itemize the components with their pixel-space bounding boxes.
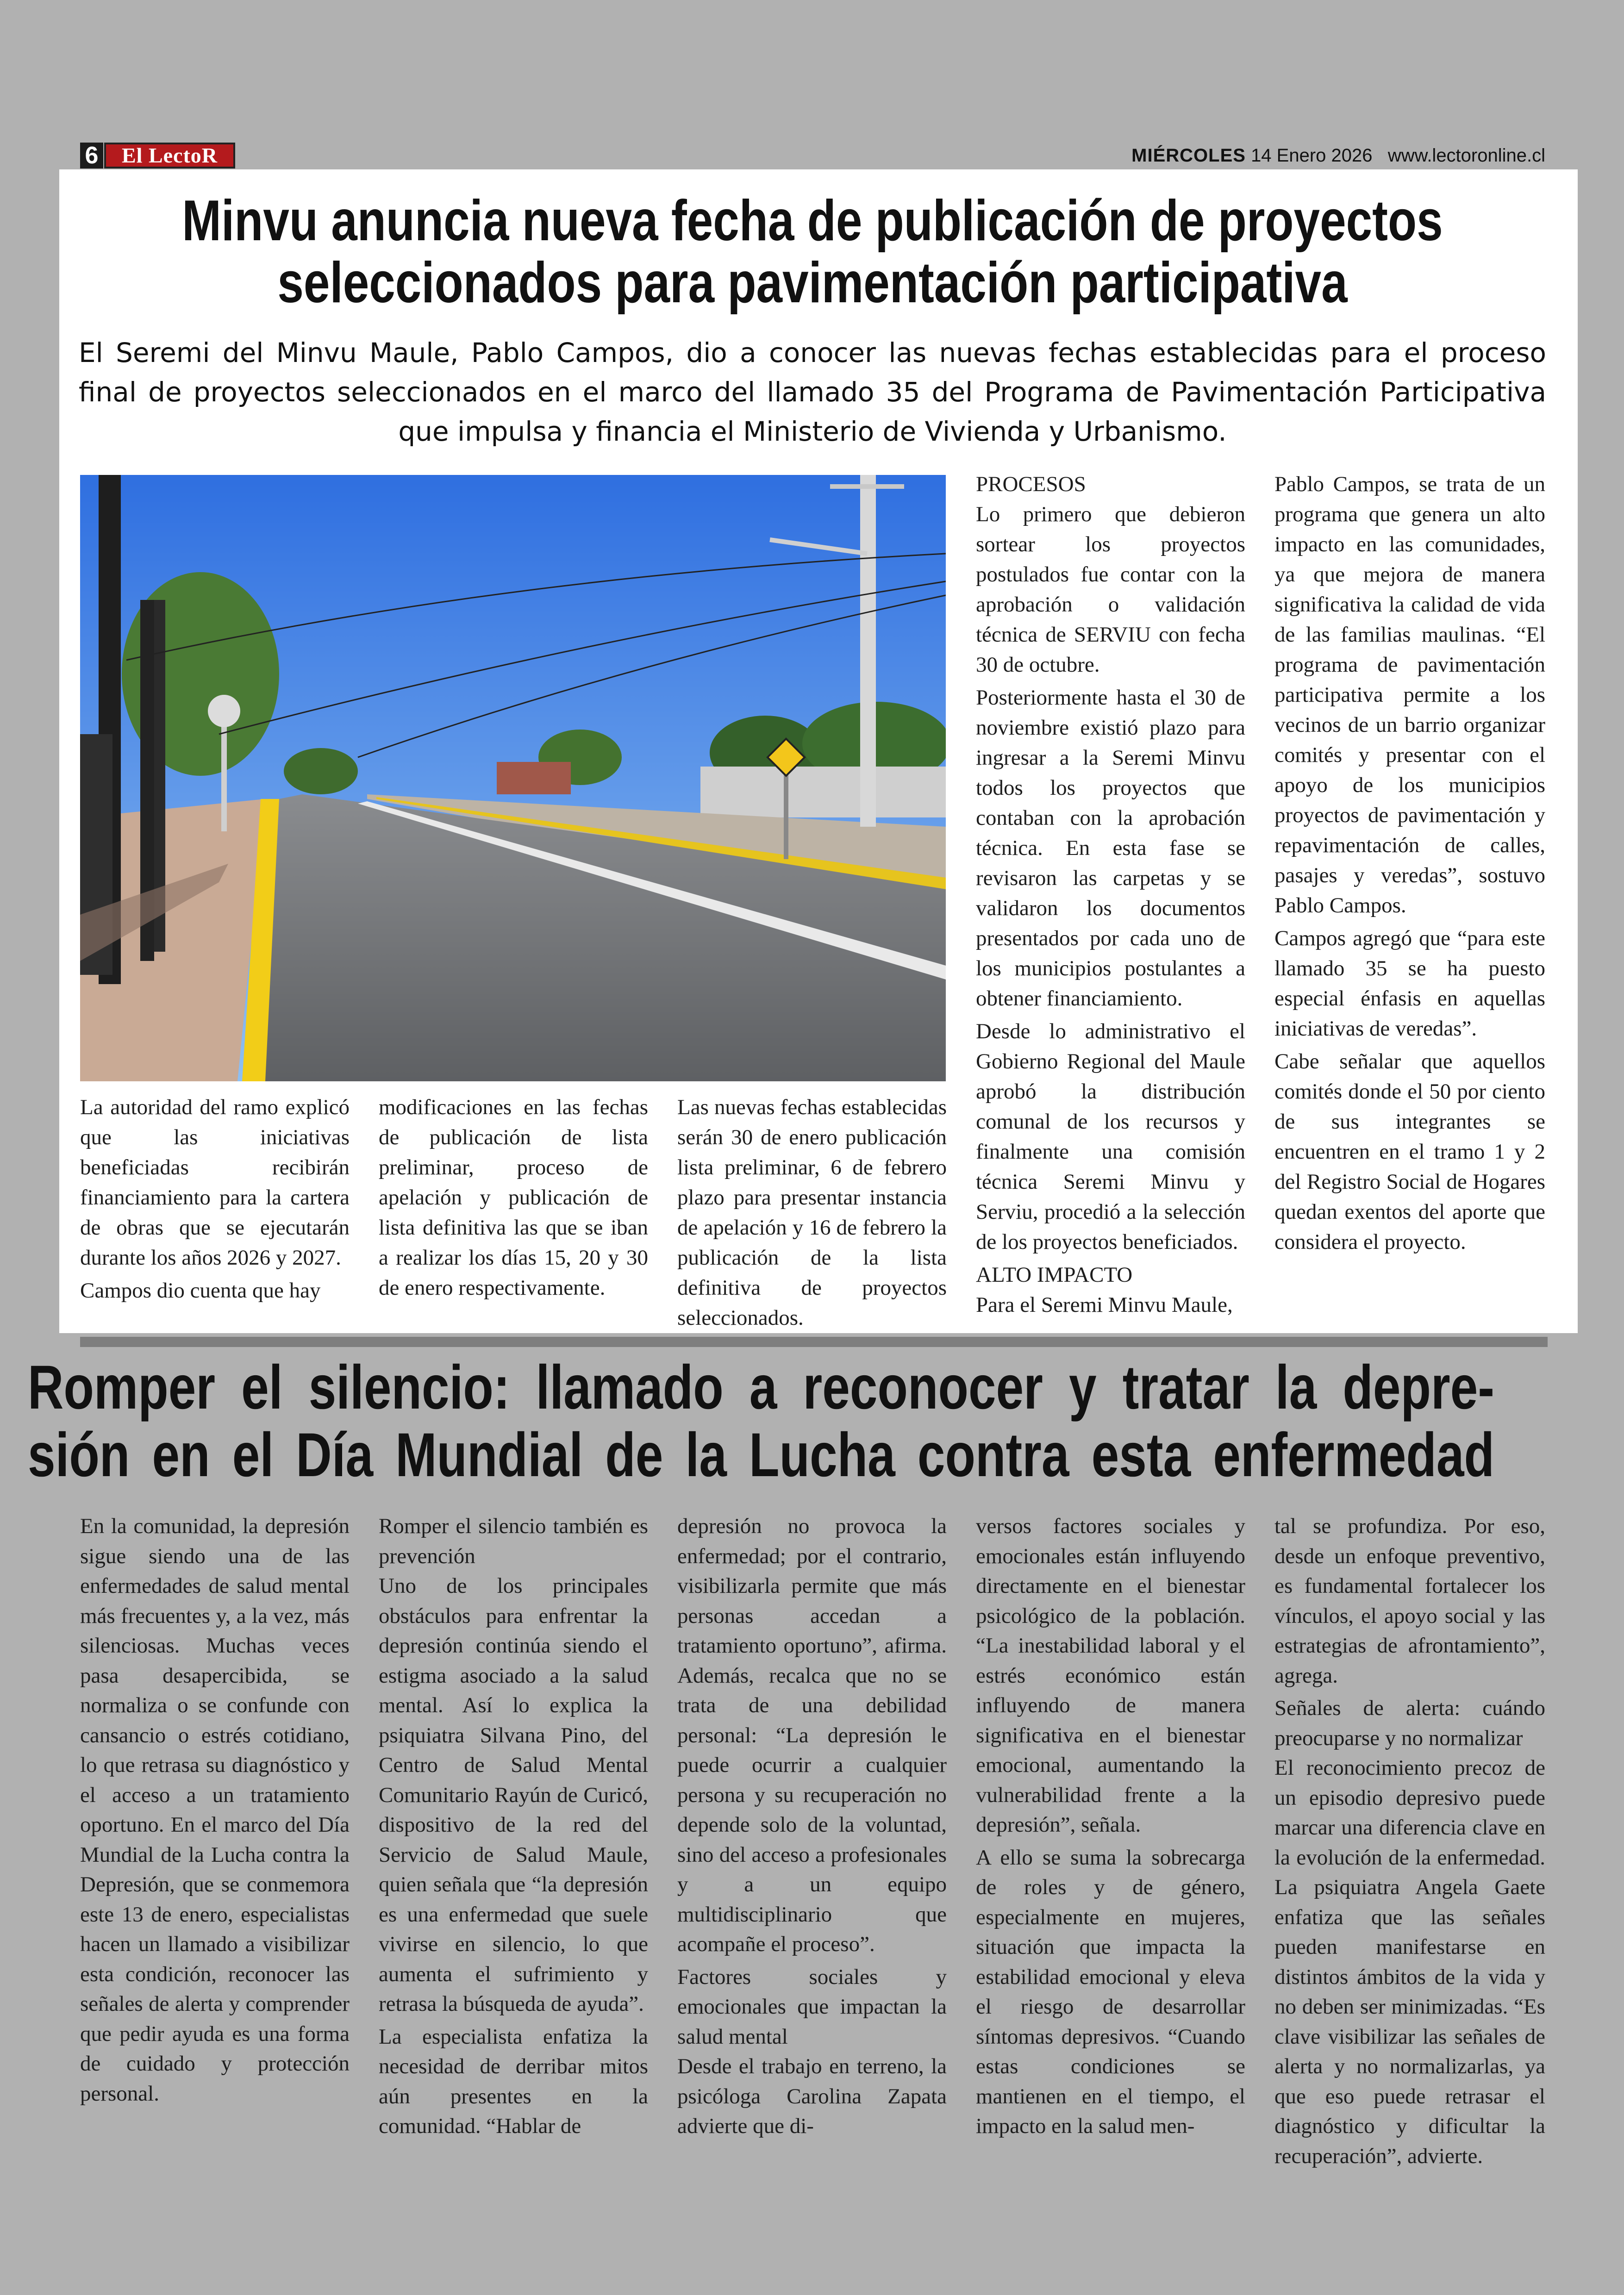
paragraph: Desde lo administrativo el Gobierno Regional del Maule aprobó la distribución comunal de los recursos y finalmente una comisión técnica Seremi Minvu y Serviu, procedió a la selección de los proyectos beneficiados. — [976, 1019, 1245, 1254]
article-2-column-3 — [677, 1511, 947, 2144]
issue-date: 14 Enero 2026 — [1251, 145, 1373, 166]
paragraph: Las nuevas fechas establecidas serán 30 de enero publicación lista preliminar, 6 de febrero plazo para presentar instancia de apelación y 16 de febrero la publicación de la lista definitiva de proyectos seleccionados. — [677, 1095, 947, 1330]
article-2-column-2 — [379, 1511, 648, 2144]
article-1-column-3 — [677, 1092, 947, 1336]
article-2-column-1 — [80, 1511, 350, 2111]
article-2-column-4 — [976, 1511, 1245, 2144]
paragraph: Cabe señalar que aquellos comités donde el 50 por ciento de sus integrantes se encuentren en el tramo 1 y 2 del Registro Social de Hogares quedan exentos del aporte que considera el proyecto. — [1274, 1049, 1545, 1254]
paragraph: Posteriormente hasta el 30 de noviembre existió plazo para ingresar a la Seremi Minvu todos los proyectos que contaban con la aprobación técnica. En esta fase se revisaron las carpetas y se validaron los documentos presentados por cada uno de los municipios postulantes a obtener financiamiento. — [976, 686, 1245, 1010]
page-number: 6 — [80, 143, 103, 168]
weekday: MIÉRCOLES — [1131, 145, 1246, 166]
paragraph: El reconocimiento precoz de un episodio depresivo puede marcar una diferencia clave en la evolución de la enfermedad. La psiquiatra Angela Gaete enfatiza que las señales pueden manifestarse en distintos ámbitos de la vida y no deben ser minimizadas. “Es clave visibilizar las señales de alerta y no normalizarlas, ya que eso puede retrasar el diagnóstico y dificultar la recuperación”, advierte. — [1274, 1756, 1545, 2168]
section-subhead-procesos: PROCESOS — [976, 472, 1086, 496]
article-2-headline — [28, 1353, 1494, 1490]
section-subhead-alto-impacto: ALTO IMPACTO — [976, 1263, 1133, 1287]
paragraph: En la comunidad, la depresión sigue siendo una de las enfermedades de salud mental más frecuentes y, a la vez, más silenciosas. Muchas veces pasa desapercibida, se normaliza o se confunde con cansancio o estrés cotidiano, lo que retrasa su diagnóstico y el acceso a un tratamiento oportuno. En el marco del Día Mundial de la Lucha contra la Depresión, que se conmemora este 13 de enero, especialistas hacen un llamado a visibilizar esta condición, reconocer las señales de alerta y comprender que pedir ayuda es una forma de cuidado y protección personal. — [80, 1514, 350, 2106]
paragraph: Desde el trabajo en terreno, la psicóloga Carolina Zapata advierte que di- — [677, 2054, 947, 2138]
paragraph: A ello se suma la sobrecarga de roles y de género, especialmente en mujeres, situación que impacta la estabilidad emocional y eleva el riesgo de desarrollar síntomas depresivos. “Cuando estas condiciones se mantienen en el tiempo, el impacto en la salud men- — [976, 1845, 1245, 2138]
newspaper-logo: El LectoR — [104, 143, 235, 168]
paragraph: La autoridad del ramo explicó que las iniciativas beneficiadas recibirán financiamiento para la cartera de obras que se ejecutarán durante los años 2026 y 2027. — [80, 1095, 350, 1270]
article-1-column-1 — [80, 1092, 350, 1309]
paragraph: depresión no provoca la enfermedad; por el contrario, visibilizarla permite que más personas accedan a tratamiento oportuno”, afirma. Además, recalca que no se trata de una debilidad personal: “La depresión le puede ocurrir a cualquier persona y su recuperación no depende solo de la voluntad, sino del acceso a profesionales y a un equipo multidisciplinario que acompañe el proceso”. — [677, 1514, 947, 1956]
section-subhead: Señales de alerta: cuándo preocuparse y no normalizar — [1274, 1696, 1545, 1750]
article-1-column-2 — [379, 1092, 648, 1306]
article-2-column-5 — [1274, 1511, 1545, 2174]
website: www.lectoronline.cl — [1387, 145, 1545, 166]
headline-line: Romper el silencio: llamado a reconocer y tratar la depre- — [28, 1353, 1494, 1422]
article-1-column-5 — [1274, 469, 1545, 1260]
dateline — [1131, 142, 1545, 169]
section-divider — [80, 1337, 1548, 1347]
section-subhead: Romper el silencio también es prevención — [379, 1514, 648, 1568]
paragraph: tal se profundiza. Por eso, desde un enfoque preventivo, es fundamental fortalecer los vínculos, el apoyo social y las estrategias de afrontamiento”, agrega. — [1274, 1514, 1545, 1688]
paragraph: Uno de los principales obstáculos para enfrentar la depresión continúa siendo el estigma asociado a la salud mental. Así lo explica la psiquiatra Silvana Pino, del Centro de Salud Mental Comunitario Rayún de Curicó, dispositivo de la red del Servicio de Salud Maule, quien señala que “la depresión es una enfermedad que suele vivirse en silencio, lo que aumenta el sufrimiento y retrasa la búsqueda de ayuda”. — [379, 1574, 648, 2016]
paragraph: Campos dio cuenta que hay — [80, 1278, 321, 1303]
street-photo-image — [80, 475, 946, 1081]
paragraph: Pablo Campos, se trata de un programa que genera un alto impacto en las comunidades, ya que mejora de manera significativa la calidad de vida de las familias maulinas. “El programa de pavimentación participativa permite a los vecinos de un barrio organizar comités y presentar con el apoyo de los municipios proyectos de pavimentación y repavimentación de calles, pasajes y veredas”, sostuvo Pablo Campos. — [1274, 472, 1545, 917]
paragraph: modificaciones en las fechas de publicación de lista preliminar, proceso de apelación y publicación de lista definitiva las que se iban a realizar los días 15, 20 y 30 de enero respectivamente. — [379, 1095, 648, 1300]
paragraph: versos factores sociales y emocionales están influyendo directamente en el bienestar psicológico de la población. “La inestabilidad laboral y el estrés económico están influyendo de manera significativa en el bienestar emocional, aumentando la vulnerabilidad frente a la depresión”, señala. — [976, 1514, 1245, 1837]
street-photo — [80, 475, 946, 1081]
article-1-headline: Minvu anuncia nueva fecha de publicación de proyectos seleccionados para pavimentación participativa — [182, 189, 1443, 315]
paragraph: Para el Seremi Minvu Maule, — [976, 1293, 1233, 1317]
paragraph: La especialista enfatiza la necesidad de derribar mitos aún presentes en la comunidad. “Hablar de — [379, 2024, 648, 2138]
article-1-column-4 — [976, 469, 1245, 1323]
paragraph: Lo primero que debieron sortear los proyectos postulados fue contar con la aprobación o validación técnica de SERVIU con fecha 30 de octubre. — [976, 502, 1245, 677]
article-1-lead: El Seremi del Minvu Maule, Pablo Campos, dio a conocer las nuevas fechas establecidas para el proceso final de proyectos seleccionados en el marco del llamado 35 del Programa de Pavimentación Participativa que impulsa y financia el Ministerio de Vivienda y Urbanismo. — [79, 337, 1546, 447]
paragraph: Campos agregó que “para este llamado 35 se ha puesto especial énfasis en aquellas iniciativas de veredas”. — [1274, 926, 1545, 1041]
headline-line: sión en el Día Mundial de la Lucha contra esta enfermedad — [28, 1421, 1494, 1490]
section-subhead: Factores sociales y emocionales que impactan la salud mental — [677, 1964, 947, 2049]
